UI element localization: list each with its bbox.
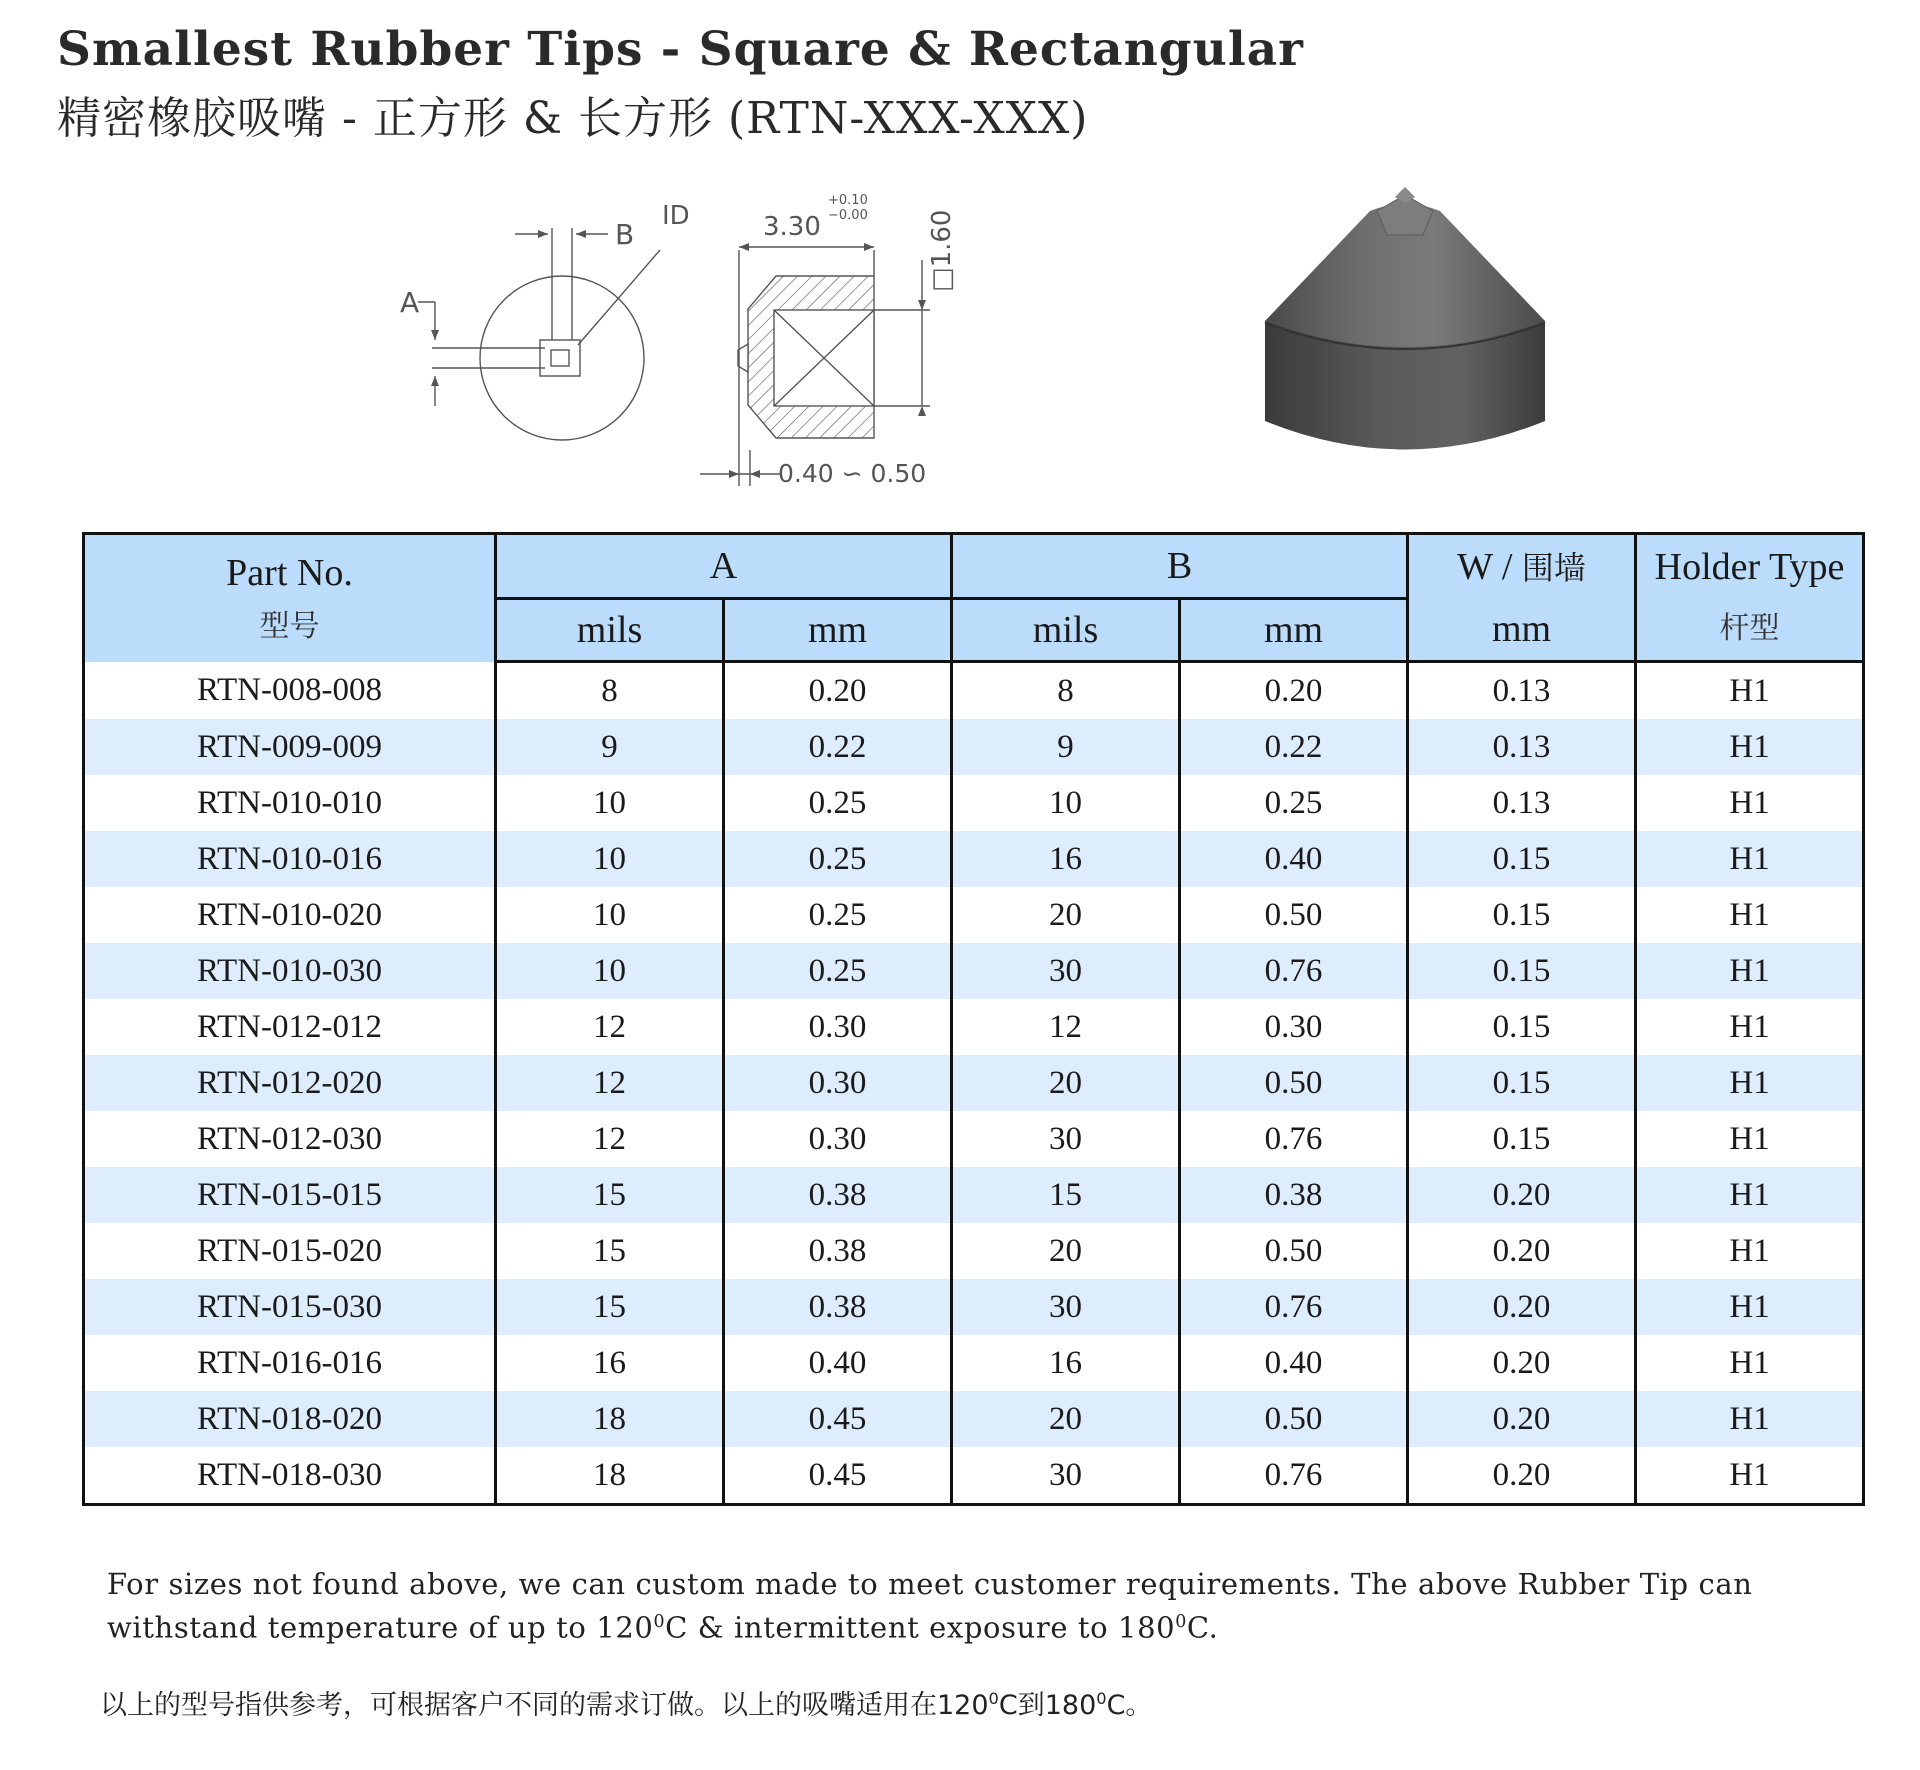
a-mils-cell: 8 [496,662,724,720]
b-mils-cell: 16 [952,831,1180,887]
table-row [84,999,1864,1055]
a-mm-cell: 0.22 [724,719,952,775]
front-view-circle [480,276,644,440]
a-mils-cell: 10 [496,887,724,943]
part-no-cell: RTN-009-009 [84,719,496,775]
spec-table [82,532,1865,1506]
a-mils-cell: 10 [496,943,724,999]
b-mm-cell: 0.40 [1180,1335,1408,1391]
table-row [84,1335,1864,1391]
table-row [84,1447,1864,1505]
w-mm-cell: 0.15 [1408,943,1636,999]
w-mm-cell: 0.15 [1408,1055,1636,1111]
holder-type-cell: H1 [1636,1111,1864,1167]
b-mm-cell: 0.25 [1180,775,1408,831]
holder-type-cell: H1 [1636,887,1864,943]
b-mils-cell: 8 [952,662,1180,720]
b-mils-cell: 15 [952,1167,1180,1223]
holder-type-cell: H1 [1636,775,1864,831]
holder-type-cell: H1 [1636,1391,1864,1447]
header-a-mm: mm [724,599,952,662]
a-mm-cell: 0.30 [724,1111,952,1167]
b-mm-cell: 0.76 [1180,943,1408,999]
note-english: For sizes not found above, we can custom made to meet customer requirements. The above Rubber Tip can withstand temperature of up to $120^0C$ & intermittent exposure to $180^0C$. [107,1567,1753,1645]
header-a-mils: mils [496,599,724,662]
technical-drawing [370,180,970,490]
note-chinese: 以上的型号指供参考，可根据客户不同的需求订做。以上的吸嘴适用在$120^0C$到$180^0C$。 [100,1689,1153,1721]
header-b-mils: mils [952,599,1180,662]
table-row [84,1111,1864,1167]
header-part-no: Part No. 型号 [84,534,496,662]
header-b: B [952,534,1408,599]
page-subtitle-zh: 精密橡胶吸嘴 - 正方形 & 长方形 (RTN-XXX-XXX) [57,93,1089,144]
b-mm-cell: 0.76 [1180,1279,1408,1335]
w-mm-cell: 0.13 [1408,775,1636,831]
a-mils-cell: 12 [496,1111,724,1167]
a-mm-cell: 0.30 [724,999,952,1055]
b-mm-cell: 0.50 [1180,1391,1408,1447]
a-mils-cell: 10 [496,775,724,831]
header-w-mm: mm [1408,599,1636,662]
table-row [84,719,1864,775]
part-no-cell: RTN-010-016 [84,831,496,887]
b-mils-cell: 10 [952,775,1180,831]
w-mm-cell: 0.20 [1408,1391,1636,1447]
table-row [84,1223,1864,1279]
table-row [84,1055,1864,1111]
dim-bottom: 0.40 ∽ 0.50 [778,459,927,488]
b-mm-cell: 0.22 [1180,719,1408,775]
rubber-tip-image [1255,183,1555,473]
label-a: A [400,286,420,319]
b-mils-cell: 20 [952,1391,1180,1447]
b-mm-cell: 0.50 [1180,1223,1408,1279]
a-mils-cell: 15 [496,1279,724,1335]
part-no-cell: RTN-012-012 [84,999,496,1055]
front-view-square-hole [540,340,580,376]
a-mm-cell: 0.30 [724,1055,952,1111]
a-mils-cell: 15 [496,1223,724,1279]
a-mils-cell: 9 [496,719,724,775]
table-row [84,775,1864,831]
a-mm-cell: 0.38 [724,1167,952,1223]
part-no-cell: RTN-015-020 [84,1223,496,1279]
page-title: Smallest Rubber Tips - Square & Rectangular [57,22,1304,77]
table-row [84,943,1864,999]
b-mm-cell: 0.30 [1180,999,1408,1055]
w-mm-cell: 0.20 [1408,1223,1636,1279]
holder-type-cell: H1 [1636,1279,1864,1335]
b-mils-cell: 30 [952,1447,1180,1505]
b-mm-cell: 0.50 [1180,887,1408,943]
w-mm-cell: 0.20 [1408,1335,1636,1391]
part-no-cell: RTN-012-020 [84,1055,496,1111]
b-mils-cell: 30 [952,943,1180,999]
a-mils-cell: 10 [496,831,724,887]
b-mils-cell: 9 [952,719,1180,775]
part-no-cell: RTN-015-015 [84,1167,496,1223]
table-row [84,831,1864,887]
header-b-mm: mm [1180,599,1408,662]
part-no-cell: RTN-010-020 [84,887,496,943]
a-mm-cell: 0.45 [724,1391,952,1447]
holder-type-cell: H1 [1636,831,1864,887]
a-mils-cell: 12 [496,999,724,1055]
part-no-cell: RTN-010-030 [84,943,496,999]
b-mm-cell: 0.20 [1180,662,1408,720]
a-mm-cell: 0.40 [724,1335,952,1391]
table-row [84,1391,1864,1447]
header-a: A [496,534,952,599]
a-mm-cell: 0.25 [724,887,952,943]
table-row [84,1167,1864,1223]
holder-type-cell: H1 [1636,1223,1864,1279]
w-mm-cell: 0.15 [1408,887,1636,943]
header-holder-type-zh: 杆型 [1636,599,1864,662]
w-mm-cell: 0.15 [1408,999,1636,1055]
part-no-cell: RTN-018-030 [84,1447,496,1505]
a-mils-cell: 18 [496,1391,724,1447]
tol-minus: −0.00 [828,208,868,223]
w-mm-cell: 0.20 [1408,1279,1636,1335]
part-no-cell: RTN-016-016 [84,1335,496,1391]
w-mm-cell: 0.13 [1408,719,1636,775]
b-mm-cell: 0.76 [1180,1111,1408,1167]
w-mm-cell: 0.20 [1408,1167,1636,1223]
b-mm-cell: 0.50 [1180,1055,1408,1111]
header-holder-type: Holder Type [1636,534,1864,599]
a-mm-cell: 0.25 [724,775,952,831]
header-w: W / 围墙 [1408,534,1636,599]
b-mils-cell: 12 [952,999,1180,1055]
b-mm-cell: 0.38 [1180,1167,1408,1223]
table-row [84,887,1864,943]
w-mm-cell: 0.20 [1408,1447,1636,1505]
holder-type-cell: H1 [1636,662,1864,720]
b-mils-cell: 20 [952,1055,1180,1111]
holder-type-cell: H1 [1636,1055,1864,1111]
a-mm-cell: 0.20 [724,662,952,720]
label-id: ID [662,201,690,231]
a-mm-cell: 0.38 [724,1223,952,1279]
tol-plus: +0.10 [828,193,868,208]
holder-type-cell: H1 [1636,1447,1864,1505]
part-no-cell: RTN-012-030 [84,1111,496,1167]
b-mils-cell: 16 [952,1335,1180,1391]
holder-type-cell: H1 [1636,719,1864,775]
header-part-no-zh: 型号 [259,609,320,645]
holder-type-cell: H1 [1636,1167,1864,1223]
a-mm-cell: 0.25 [724,831,952,887]
b-mm-cell: 0.40 [1180,831,1408,887]
w-mm-cell: 0.15 [1408,1111,1636,1167]
b-mm-cell: 0.76 [1180,1447,1408,1505]
label-b: B [615,218,635,251]
w-mm-cell: 0.13 [1408,662,1636,720]
b-mils-cell: 20 [952,1223,1180,1279]
table-row [84,1279,1864,1335]
part-no-cell: RTN-018-020 [84,1391,496,1447]
a-mils-cell: 12 [496,1055,724,1111]
b-mils-cell: 30 [952,1111,1180,1167]
a-mils-cell: 15 [496,1167,724,1223]
b-mils-cell: 20 [952,887,1180,943]
a-mm-cell: 0.45 [724,1447,952,1505]
part-no-cell: RTN-010-010 [84,775,496,831]
a-mm-cell: 0.38 [724,1279,952,1335]
part-no-cell: RTN-015-030 [84,1279,496,1335]
holder-type-cell: H1 [1636,999,1864,1055]
dim-length: 3.30 [763,212,821,242]
part-no-cell: RTN-008-008 [84,662,496,720]
a-mm-cell: 0.25 [724,943,952,999]
b-mils-cell: 30 [952,1279,1180,1335]
table-row [84,662,1864,720]
dim-square: □1.60 [927,209,957,292]
w-mm-cell: 0.15 [1408,831,1636,887]
holder-type-cell: H1 [1636,1335,1864,1391]
holder-type-cell: H1 [1636,943,1864,999]
a-mils-cell: 16 [496,1335,724,1391]
a-mils-cell: 18 [496,1447,724,1505]
